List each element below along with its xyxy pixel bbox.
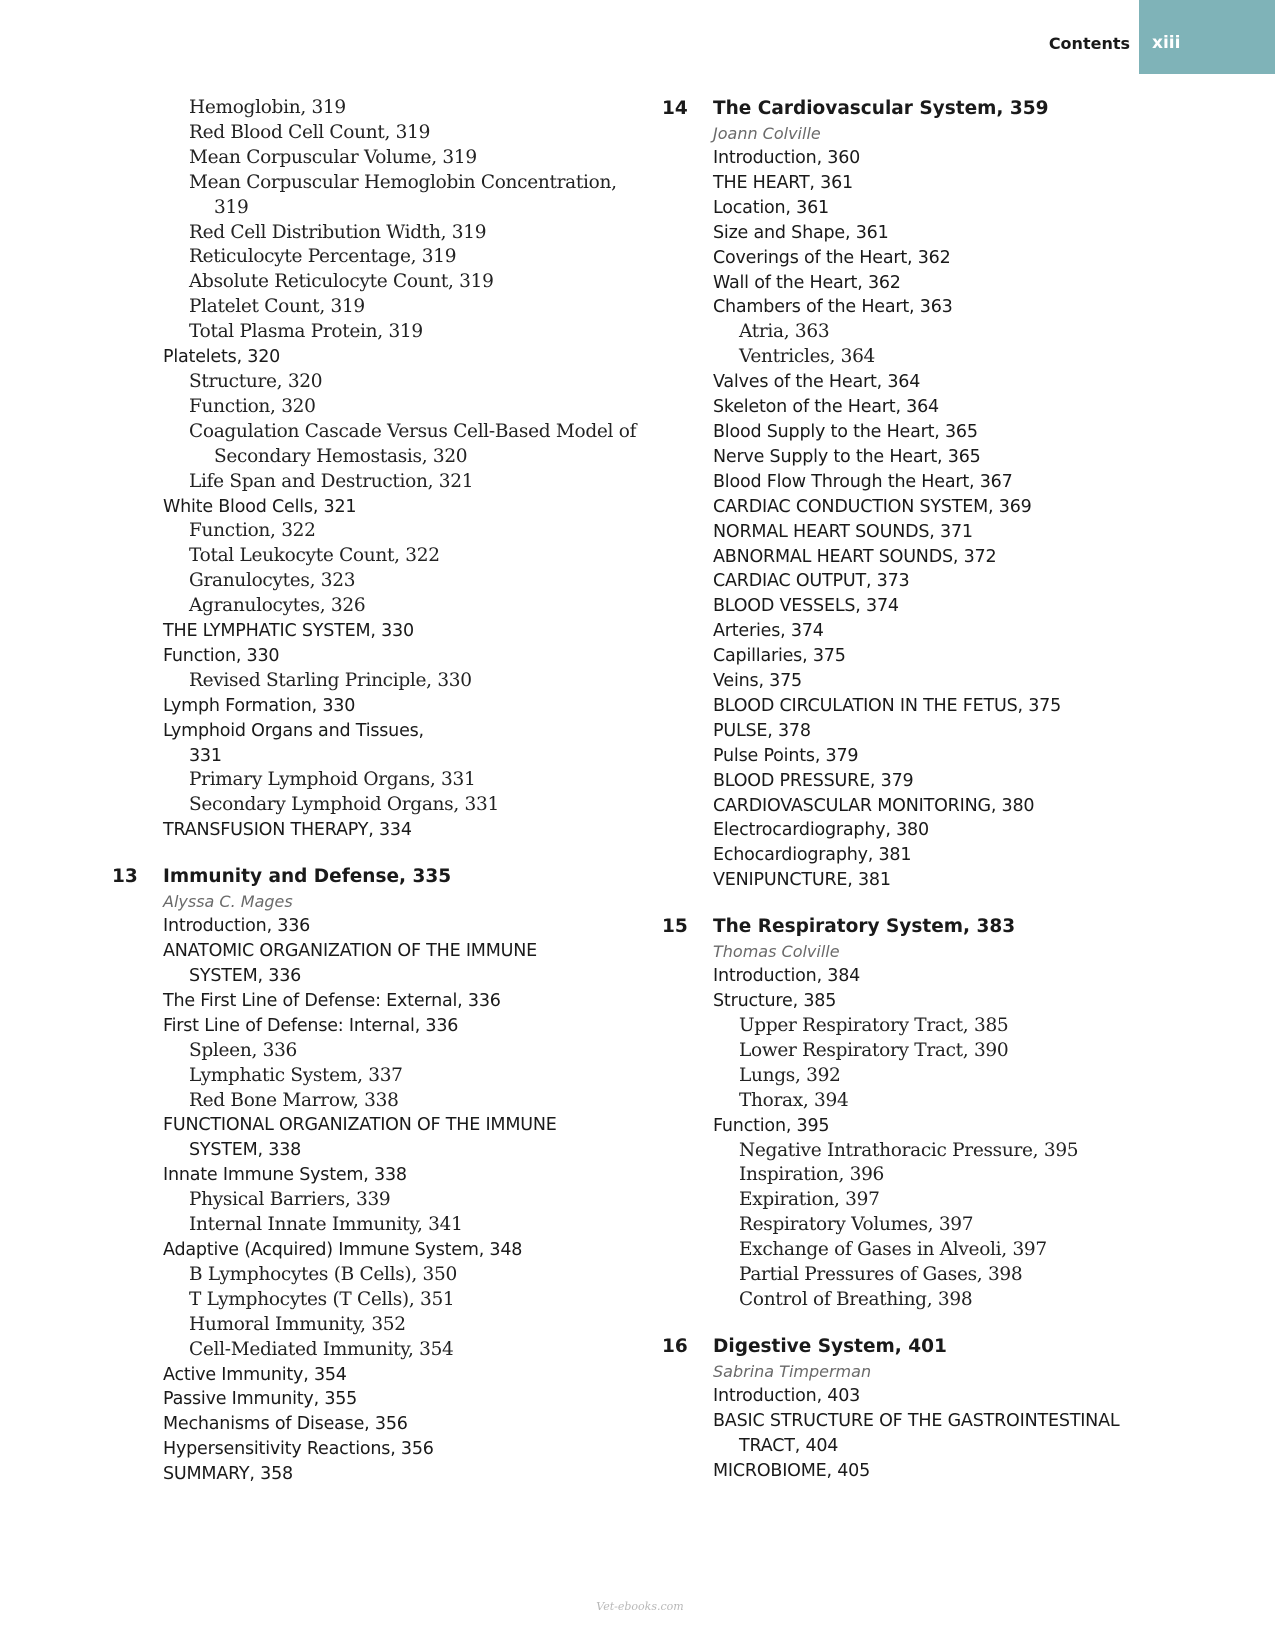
toc-entry: Nerve Supply to the Heart, 365 (713, 446, 981, 467)
toc-entry: Veins, 375 (713, 671, 802, 692)
toc-subentry: Ventricles, 364 (739, 346, 876, 368)
toc-entry: Skeleton of the Heart, 364 (713, 397, 939, 418)
toc-entry: Blood Supply to the Heart, 365 (713, 421, 978, 442)
toc-subentry: Inspiration, 396 (739, 1164, 885, 1186)
toc-entry: Chambers of the Heart, 363 (713, 297, 953, 318)
page-number-tab (1139, 0, 1275, 74)
chapter-title: Digestive System, 401 (713, 1335, 947, 1357)
toc-subentry: Total Leukocyte Count, 322 (189, 545, 440, 567)
toc-subentry: Absolute Reticulocyte Count, 319 (189, 271, 494, 293)
chapter-author: Thomas Colville (713, 942, 840, 962)
toc-subentry: Upper Respiratory Tract, 385 (739, 1015, 1009, 1036)
toc-entry: The First Line of Defense: External, 336 (163, 990, 501, 1011)
toc-subentry: Thorax, 394 (739, 1089, 849, 1111)
toc-entry: VENIPUNCTURE, 381 (713, 870, 891, 891)
toc-subentry: Expiration, 397 (739, 1189, 880, 1211)
toc-entry: Introduction, 360 (713, 148, 861, 168)
toc-entry: Adaptive (Acquired) Immune System, 348 (163, 1239, 523, 1260)
toc-entry: Lymphoid Organs and Tissues, (163, 720, 424, 741)
toc-entry: Echocardiography, 381 (713, 845, 912, 866)
toc-subentry: Red Blood Cell Count, 319 (189, 121, 431, 143)
toc-entry: NORMAL HEART SOUNDS, 371 (713, 521, 973, 542)
chapter-heading (662, 914, 1162, 940)
toc-subentry: Granulocytes, 323 (189, 570, 356, 592)
toc-entry: Blood Flow Through the Heart, 367 (713, 471, 1013, 492)
toc-entry: Valves of the Heart, 364 (713, 372, 921, 393)
toc-entry: FUNCTIONAL ORGANIZATION OF THE IMMUNE (163, 1115, 557, 1136)
toc-subentry: Negative Intrathoracic Pressure, 395 (739, 1139, 1079, 1161)
toc-entry: Introduction, 403 (713, 1385, 861, 1406)
toc-entry: BLOOD CIRCULATION IN THE FETUS, 375 (713, 695, 1061, 716)
toc-entry: MICROBIOME, 405 (713, 1460, 871, 1481)
chapter-title: The Cardiovascular System, 359 (713, 98, 1049, 119)
toc-entry: Platelets, 320 (163, 347, 281, 368)
toc-subentry: Primary Lymphoid Organs, 331 (189, 769, 476, 791)
chapter-author: Alyssa C. Mages (163, 892, 293, 912)
toc-entry: Active Immunity, 354 (163, 1364, 347, 1385)
toc-entry: SUMMARY, 358 (163, 1464, 293, 1485)
chapter-number: 13 (112, 866, 138, 888)
toc-entry: Mechanisms of Disease, 356 (163, 1414, 408, 1435)
chapter-number: 15 (662, 916, 688, 938)
chapter-number: 14 (662, 98, 688, 119)
toc-entry: 331 (189, 745, 222, 766)
toc-entry: Coverings of the Heart, 362 (713, 247, 951, 268)
toc-subentry: Secondary Hemostasis, 320 (214, 445, 468, 467)
toc-subentry: B Lymphocytes (B Cells), 350 (189, 1263, 457, 1285)
toc-column-right (662, 96, 1162, 1484)
toc-entry: Wall of the Heart, 362 (713, 272, 901, 293)
chapter-author: Sabrina Timperman (713, 1361, 872, 1381)
toc-subentry: Structure, 320 (189, 370, 323, 392)
chapter-number: 16 (662, 1335, 688, 1357)
toc-subentry: Red Bone Marrow, 338 (189, 1089, 399, 1111)
toc-entry: Pulse Points, 379 (713, 745, 859, 766)
toc-subentry: Lungs, 392 (739, 1064, 841, 1086)
toc-subentry: Control of Breathing, 398 (739, 1288, 973, 1310)
toc-subentry: 319 (214, 196, 249, 218)
running-header-title: Contents (1048, 34, 1130, 53)
toc-entry: Introduction, 384 (713, 966, 861, 987)
toc-subentry: Exchange of Gases in Alveoli, 397 (739, 1239, 1047, 1261)
toc-entry: First Line of Defense: Internal, 336 (163, 1015, 459, 1036)
toc-entry: CARDIOVASCULAR MONITORING, 380 (713, 795, 1035, 816)
toc-subentry: Mean Corpuscular Volume, 319 (189, 146, 477, 168)
toc-entry: ABNORMAL HEART SOUNDS, 372 (713, 546, 997, 567)
toc-entry: BLOOD VESSELS, 374 (713, 596, 899, 617)
toc-subentry: Red Cell Distribution Width, 319 (189, 221, 487, 243)
toc-subentry: Total Plasma Protein, 319 (189, 321, 423, 343)
toc-entry: Lymph Formation, 330 (163, 695, 356, 716)
toc-entry: Structure, 385 (713, 991, 837, 1012)
toc-subentry: Spleen, 336 (189, 1039, 298, 1061)
toc-entry: THE LYMPHATIC SYSTEM, 330 (163, 621, 414, 642)
toc-entry: PULSE, 378 (713, 720, 811, 741)
toc-entry: THE HEART, 361 (713, 172, 853, 193)
toc-entry: Capillaries, 375 (713, 646, 846, 667)
toc-subentry: Physical Barriers, 339 (189, 1189, 391, 1211)
toc-subentry: Respiratory Volumes, 397 (739, 1214, 974, 1236)
toc-column-left (112, 96, 637, 1487)
toc-entry: SYSTEM, 338 (189, 1140, 302, 1161)
toc-subentry: Lower Respiratory Tract, 390 (739, 1039, 1009, 1061)
toc-entry: TRACT, 404 (739, 1435, 839, 1456)
toc-entry: TRANSFUSION THERAPY, 334 (163, 820, 412, 841)
toc-subentry: Agranulocytes, 326 (189, 595, 366, 617)
toc-entry: Function, 330 (163, 645, 280, 666)
toc-subentry: Hemoglobin, 319 (189, 97, 346, 118)
toc-entry: Location, 361 (713, 197, 829, 218)
toc-subentry: Reticulocyte Percentage, 319 (189, 246, 457, 268)
chapter-author: Joann Colville (713, 124, 821, 143)
toc-entry: ANATOMIC ORGANIZATION OF THE IMMUNE (163, 941, 537, 962)
toc-subentry: T Lymphocytes (T Cells), 351 (189, 1288, 455, 1310)
toc-subentry: Function, 320 (189, 395, 316, 417)
toc-subentry: Revised Starling Principle, 330 (189, 669, 472, 691)
toc-entry: White Blood Cells, 321 (163, 496, 357, 517)
toc-entry: SYSTEM, 336 (189, 966, 302, 986)
toc-entry: Introduction, 336 (163, 916, 311, 937)
toc-entry: CARDIAC CONDUCTION SYSTEM, 369 (713, 496, 1032, 517)
toc-entry: CARDIAC OUTPUT, 373 (713, 571, 910, 592)
chapter-heading (662, 96, 1162, 122)
chapter-title: The Respiratory System, 383 (713, 916, 1016, 938)
page-number: xiii (1152, 33, 1181, 53)
toc-entry: BLOOD PRESSURE, 379 (713, 770, 914, 791)
toc-subentry: Function, 322 (189, 520, 316, 542)
toc-entry: Passive Immunity, 355 (163, 1389, 358, 1410)
chapter-heading (662, 1334, 1162, 1360)
toc-entry: BASIC STRUCTURE OF THE GASTROINTESTINAL (713, 1410, 1120, 1431)
toc-subentry: Coagulation Cascade Versus Cell-Based Model of (189, 420, 637, 442)
toc-entry: Innate Immune System, 338 (163, 1165, 407, 1186)
chapter-title: Immunity and Defense, 335 (163, 866, 452, 888)
toc-subentry: Internal Innate Immunity, 341 (189, 1214, 463, 1236)
watermark: Vet-ebooks.com (596, 1600, 684, 1613)
toc-subentry: Humoral Immunity, 352 (189, 1313, 406, 1335)
toc-subentry: Atria, 363 (739, 321, 830, 343)
toc-subentry: Mean Corpuscular Hemoglobin Concentration, (189, 171, 617, 193)
toc-entry: Size and Shape, 361 (713, 222, 889, 243)
toc-subentry: Secondary Lymphoid Organs, 331 (189, 794, 499, 816)
toc-subentry: Lymphatic System, 337 (189, 1064, 403, 1086)
toc-subentry: Cell-Mediated Immunity, 354 (189, 1338, 454, 1360)
toc-entry: Electrocardiography, 380 (713, 820, 929, 841)
chapter-heading (112, 864, 612, 890)
toc-subentry: Platelet Count, 319 (189, 296, 365, 318)
toc-entry: Arteries, 374 (713, 621, 824, 642)
toc-subentry: Life Span and Destruction, 321 (189, 470, 474, 492)
toc-entry: Function, 395 (713, 1115, 830, 1136)
toc-subentry: Partial Pressures of Gases, 398 (739, 1264, 1023, 1286)
toc-entry: Hypersensitivity Reactions, 356 (163, 1439, 434, 1460)
